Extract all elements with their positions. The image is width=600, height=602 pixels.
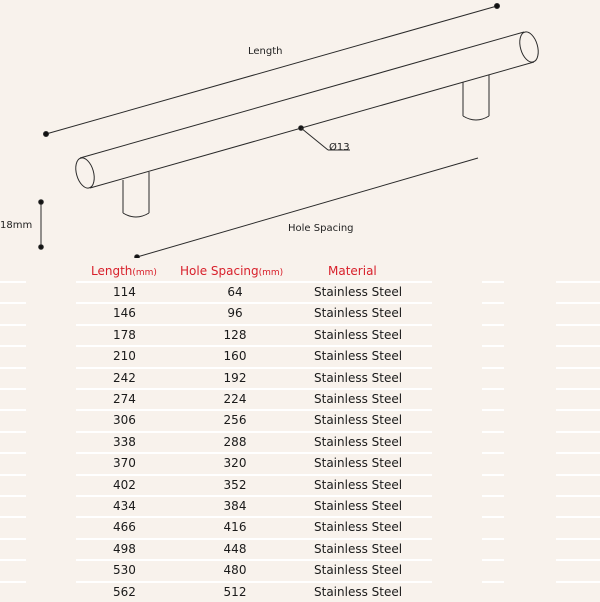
row-divider xyxy=(0,538,26,540)
row-divider xyxy=(76,302,432,304)
header-length-unit: (mm) xyxy=(132,268,157,278)
height-dimension-line xyxy=(39,200,44,250)
row-divider xyxy=(76,345,432,347)
row-divider xyxy=(556,367,600,369)
row-divider xyxy=(0,452,26,454)
hole-spacing-cell: 160 xyxy=(223,349,247,364)
hole-spacing-cell: 288 xyxy=(223,434,247,449)
row-divider xyxy=(482,409,504,411)
header-hole-spacing-text: Hole Spacing xyxy=(180,264,259,278)
row-divider xyxy=(0,324,26,326)
material-cell: Stainless Steel xyxy=(314,370,403,385)
hole-spacing-cell: 352 xyxy=(223,477,247,492)
table-row xyxy=(0,559,600,580)
row-divider xyxy=(76,516,432,518)
hole-spacing-cell: 128 xyxy=(223,327,247,342)
row-divider xyxy=(482,345,504,347)
row-divider xyxy=(76,324,432,326)
diameter-label: Ø13 xyxy=(329,142,350,153)
row-divider xyxy=(482,431,504,433)
hole-spacing-cell: 192 xyxy=(223,370,247,385)
length-cell: 114 xyxy=(113,285,136,299)
length-cell: 562 xyxy=(113,584,136,599)
row-divider xyxy=(482,324,504,326)
row-divider xyxy=(556,495,600,497)
row-divider xyxy=(482,367,504,369)
material-cell: Stainless Steel xyxy=(314,499,403,513)
row-divider xyxy=(76,581,432,583)
row-divider xyxy=(0,581,26,583)
table-row xyxy=(0,431,600,452)
table-row xyxy=(0,474,600,495)
length-cell: 146 xyxy=(113,306,136,321)
row-divider xyxy=(556,345,600,347)
header-length xyxy=(91,264,157,278)
hole-spacing-cell: 224 xyxy=(223,392,247,406)
header-material: Material xyxy=(328,264,377,278)
material-cell: Stainless Steel xyxy=(314,477,403,492)
hole-spacing-cell: 384 xyxy=(223,499,247,513)
length-cell: 466 xyxy=(113,520,136,535)
row-divider xyxy=(482,302,504,304)
material-cell: Stainless Steel xyxy=(314,520,403,535)
row-divider xyxy=(556,559,600,561)
row-divider xyxy=(0,388,26,390)
table-row xyxy=(0,452,600,473)
row-divider xyxy=(0,516,26,518)
row-divider xyxy=(482,281,504,283)
table-row xyxy=(0,409,600,430)
table-row xyxy=(0,324,600,345)
material-cell: Stainless Steel xyxy=(314,434,403,449)
post-left xyxy=(123,172,149,217)
length-cell: 178 xyxy=(113,327,136,342)
table-row xyxy=(0,367,600,388)
row-divider xyxy=(482,581,504,583)
length-cell: 242 xyxy=(113,370,136,385)
length-cell: 498 xyxy=(113,541,136,556)
row-divider xyxy=(0,281,26,283)
row-divider xyxy=(0,345,26,347)
material-cell: Stainless Steel xyxy=(314,456,403,471)
length-cell: 402 xyxy=(113,477,136,492)
length-cell: 338 xyxy=(113,434,136,449)
length-cell: 530 xyxy=(113,563,136,578)
table-row xyxy=(0,495,600,516)
row-divider xyxy=(0,367,26,369)
hole-spacing-cell: 480 xyxy=(223,563,247,578)
table-row xyxy=(0,302,600,323)
row-divider xyxy=(556,538,600,540)
hole-spacing-cell: 64 xyxy=(227,285,243,299)
height-label: 18mm xyxy=(0,220,33,231)
row-divider xyxy=(482,559,504,561)
material-cell: Stainless Steel xyxy=(314,392,403,406)
row-divider xyxy=(482,388,504,390)
length-dimension-line xyxy=(44,4,500,137)
row-divider xyxy=(76,388,432,390)
hole-spacing-cell: 512 xyxy=(223,584,247,599)
material-cell: Stainless Steel xyxy=(314,285,403,299)
material-cell: Stainless Steel xyxy=(314,349,403,364)
length-cell: 370 xyxy=(113,456,136,471)
row-divider xyxy=(0,474,26,476)
material-cell: Stainless Steel xyxy=(314,584,403,599)
length-cell: 434 xyxy=(113,499,136,513)
header-hole-spacing xyxy=(180,264,283,278)
row-divider xyxy=(76,495,432,497)
hole-spacing-cell: 96 xyxy=(227,306,243,321)
post-right xyxy=(463,75,489,120)
row-divider xyxy=(482,452,504,454)
hole-spacing-cell: 256 xyxy=(223,413,247,428)
row-divider xyxy=(556,581,600,583)
material-cell: Stainless Steel xyxy=(314,541,403,556)
length-cell: 210 xyxy=(113,349,136,364)
material-cell: Stainless Steel xyxy=(314,413,403,428)
row-divider xyxy=(556,388,600,390)
row-divider xyxy=(76,431,432,433)
row-divider xyxy=(76,281,432,283)
row-divider xyxy=(0,495,26,497)
length-label: Length xyxy=(248,46,283,57)
table-row xyxy=(0,345,600,366)
row-divider xyxy=(0,409,26,411)
hole-spacing-cell: 448 xyxy=(223,541,247,556)
handle-bar xyxy=(73,30,542,190)
length-cell: 306 xyxy=(113,413,136,428)
row-divider xyxy=(556,452,600,454)
row-divider xyxy=(556,431,600,433)
material-cell: Stainless Steel xyxy=(314,563,403,578)
header-length-text: Length xyxy=(91,264,133,278)
hole-spacing-label: Hole Spacing xyxy=(288,223,354,234)
handle-drawing xyxy=(0,0,600,258)
row-divider xyxy=(76,474,432,476)
hole-spacing-cell: 320 xyxy=(223,456,247,471)
length-cell: 274 xyxy=(113,392,136,406)
hole-spacing-dimension-line xyxy=(135,158,478,258)
table-row xyxy=(0,516,600,537)
row-divider xyxy=(556,324,600,326)
row-divider xyxy=(482,538,504,540)
row-divider xyxy=(482,495,504,497)
row-divider xyxy=(556,281,600,283)
row-divider xyxy=(482,474,504,476)
row-divider xyxy=(76,409,432,411)
row-divider xyxy=(482,516,504,518)
table-row xyxy=(0,538,600,559)
row-divider xyxy=(556,409,600,411)
row-divider xyxy=(0,559,26,561)
row-divider xyxy=(0,302,26,304)
row-divider xyxy=(556,474,600,476)
row-divider xyxy=(76,538,432,540)
row-divider xyxy=(0,431,26,433)
row-divider xyxy=(556,302,600,304)
row-divider xyxy=(76,452,432,454)
header-hole-spacing-unit: (mm) xyxy=(258,268,284,278)
table-row xyxy=(0,581,600,602)
material-cell: Stainless Steel xyxy=(314,306,403,321)
row-divider xyxy=(76,559,432,561)
row-divider xyxy=(76,367,432,369)
row-divider xyxy=(556,516,600,518)
table-row xyxy=(0,281,600,302)
table-row xyxy=(0,388,600,409)
material-cell: Stainless Steel xyxy=(314,327,403,342)
hole-spacing-cell: 416 xyxy=(223,520,247,535)
